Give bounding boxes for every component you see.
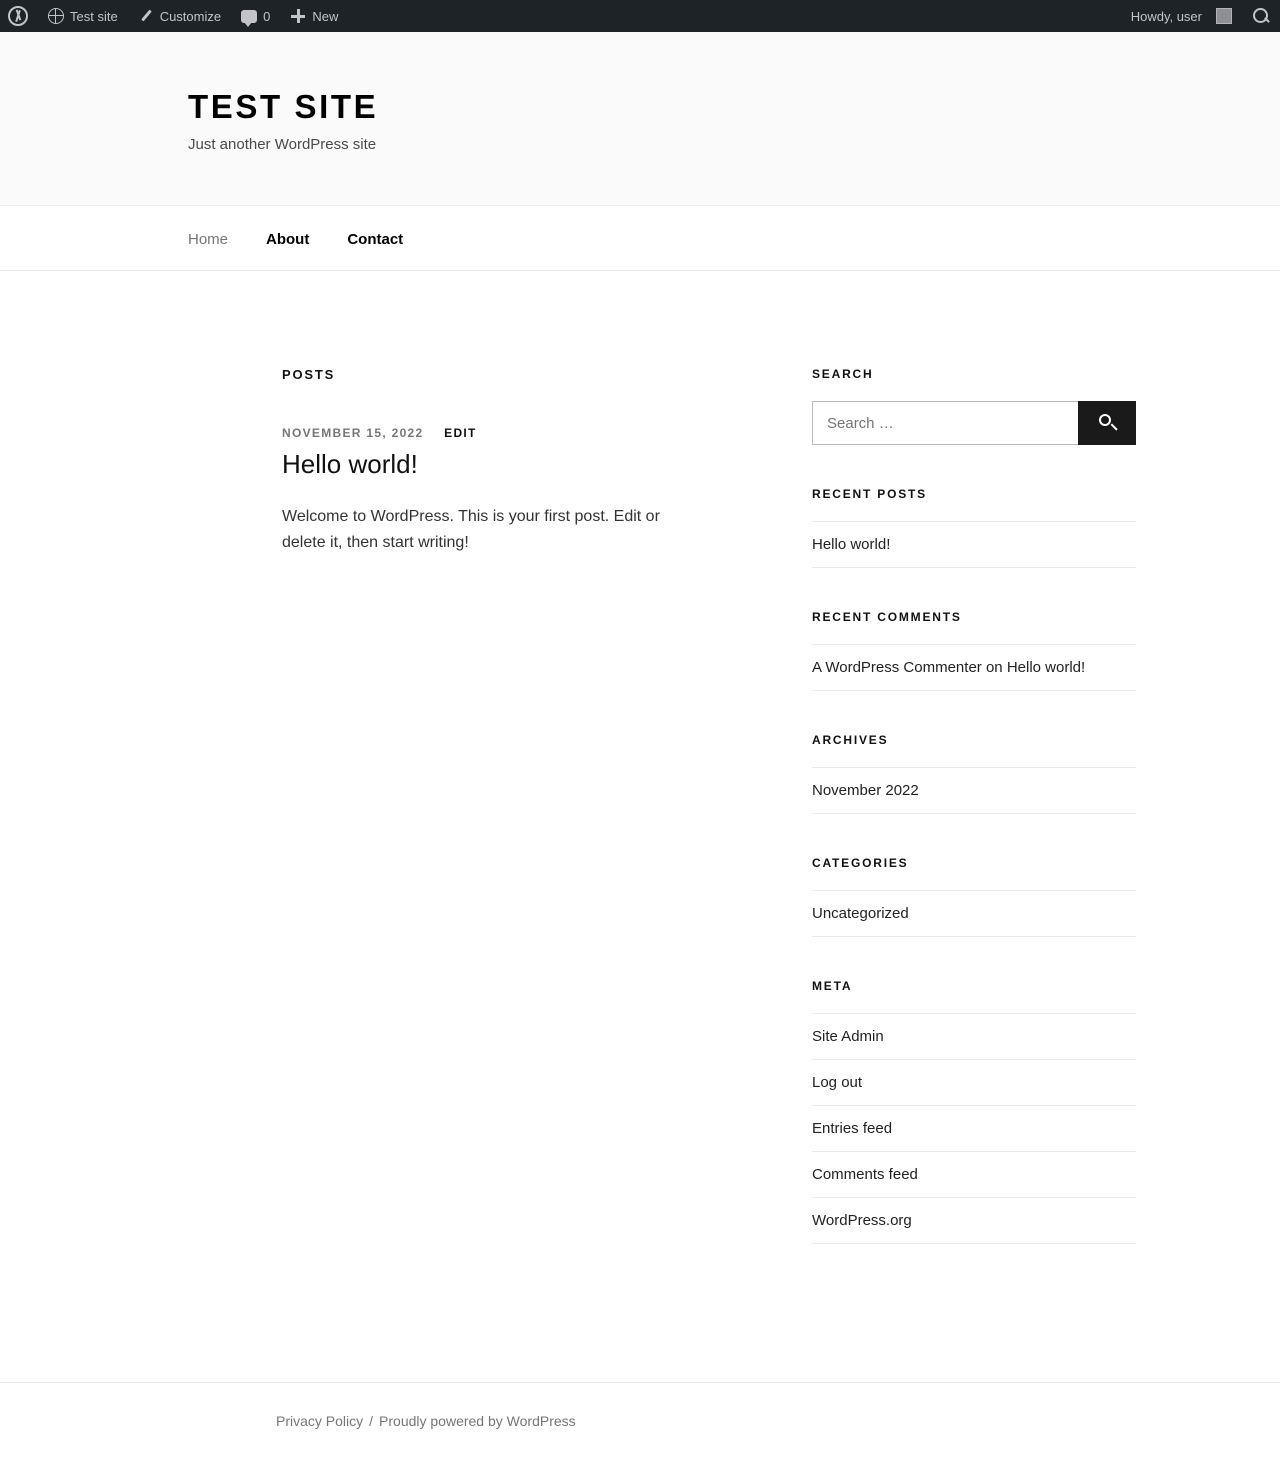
- meta-link-entries-feed[interactable]: Entries feed: [812, 1120, 893, 1137]
- wordpress-credit-link[interactable]: Proudly powered by WordPress: [379, 1413, 576, 1429]
- wordpress-logo-icon: [8, 6, 28, 26]
- meta-link-site-admin[interactable]: Site Admin: [812, 1028, 884, 1045]
- privacy-policy-link[interactable]: Privacy Policy: [276, 1413, 364, 1429]
- site-name-menu[interactable]: [38, 0, 128, 32]
- widget-title-meta: META: [812, 979, 853, 993]
- widget-title-recent-comments: RECENT COMMENTS: [812, 610, 962, 624]
- widget-categories: [812, 856, 1136, 937]
- pencil-icon: [138, 8, 154, 24]
- content-area: [94, 271, 1186, 1286]
- meta-link-comments-feed[interactable]: Comments feed: [812, 1166, 918, 1183]
- admin-search-toggle[interactable]: [1242, 0, 1280, 32]
- search-icon: [1252, 7, 1270, 25]
- widget-archives: [812, 733, 1136, 814]
- comments-bubble[interactable]: [231, 0, 280, 32]
- site-title[interactable]: TEST SITE: [188, 88, 379, 125]
- sidebar: [812, 367, 1136, 1286]
- widget-title-archives: ARCHIVES: [812, 733, 889, 747]
- meta-link-wordpress-org[interactable]: WordPress.org: [812, 1212, 912, 1229]
- search-submit-button[interactable]: [1078, 401, 1136, 445]
- search-icon-handle: [1110, 424, 1117, 431]
- site-header: [0, 32, 1280, 205]
- search-input[interactable]: [812, 401, 1078, 445]
- customize-label: Customize: [159, 8, 222, 24]
- comment-icon: [241, 10, 257, 23]
- customize-link[interactable]: [128, 0, 231, 32]
- comments-count: 0: [263, 8, 271, 24]
- comment-post-link[interactable]: Hello world!: [1006, 659, 1086, 676]
- list-item[interactable]: [812, 1152, 1136, 1198]
- wp-logo-menu[interactable]: [0, 0, 38, 32]
- nav-item-about[interactable]: About: [266, 230, 310, 248]
- page-title: POSTS: [282, 367, 336, 382]
- home-icon: [48, 8, 64, 24]
- meta-link-log-out[interactable]: Log out: [812, 1074, 863, 1091]
- archive-link[interactable]: November 2022: [812, 782, 919, 799]
- my-account-menu[interactable]: [1123, 0, 1242, 32]
- post-title[interactable]: Hello world!: [282, 449, 418, 479]
- site-description: Just another WordPress site: [188, 136, 377, 153]
- site-footer: [0, 1382, 1280, 1465]
- list-item[interactable]: [812, 1060, 1136, 1106]
- new-label: New: [312, 8, 339, 24]
- category-link[interactable]: Uncategorized: [812, 905, 909, 922]
- comment-connector: on: [981, 659, 1007, 676]
- footer-content: [94, 1413, 1186, 1429]
- site-name-label: Test site: [70, 8, 118, 24]
- nav-item-contact[interactable]: Contact: [347, 230, 404, 248]
- comment-author: A WordPress Commenter: [812, 659, 982, 676]
- main-column: [94, 367, 674, 1286]
- list-item[interactable]: [812, 891, 1136, 937]
- widget-recent-posts: [812, 487, 1136, 568]
- widget-title-categories: CATEGORIES: [812, 856, 909, 870]
- list-item[interactable]: [812, 1198, 1136, 1244]
- primary-navigation: [0, 205, 1280, 271]
- nav-item-home[interactable]: Home: [188, 230, 229, 248]
- list-item[interactable]: [812, 1014, 1136, 1060]
- widget-title-search: SEARCH: [812, 367, 874, 381]
- widget-meta: [812, 979, 1136, 1244]
- search-icon: [1099, 414, 1111, 426]
- meta-list: [812, 1013, 1136, 1244]
- recent-post-link[interactable]: Hello world!: [812, 536, 891, 553]
- admin-bar-right-group: [1123, 0, 1280, 32]
- recent-posts-list: [812, 521, 1136, 568]
- howdy-label: Howdy, user: [1130, 8, 1202, 24]
- post-article: [282, 426, 674, 557]
- search-form: [812, 401, 1136, 445]
- post-meta: [282, 426, 674, 440]
- list-item[interactable]: [812, 645, 1136, 691]
- recent-comments-list: [812, 644, 1136, 691]
- categories-list: [812, 890, 1136, 937]
- nav-list: [0, 206, 1280, 272]
- widget-title-recent-posts: RECENT POSTS: [812, 487, 927, 501]
- avatar: [1216, 8, 1232, 24]
- archives-list: [812, 767, 1136, 814]
- edit-post-link[interactable]: EDIT: [444, 426, 477, 440]
- widget-recent-comments: [812, 610, 1136, 691]
- plus-icon: [290, 8, 306, 24]
- wp-admin-bar: [0, 0, 1280, 32]
- new-content-menu[interactable]: [280, 0, 348, 32]
- footer-separator: /: [369, 1413, 374, 1429]
- list-item[interactable]: [812, 1106, 1136, 1152]
- post-date[interactable]: NOVEMBER 15, 2022: [282, 426, 424, 440]
- widget-search: [812, 367, 1136, 445]
- list-item[interactable]: [812, 768, 1136, 814]
- list-item[interactable]: [812, 522, 1136, 568]
- post-excerpt: Welcome to WordPress. This is your first post. Edit or delete it, then start writing!: [282, 507, 660, 552]
